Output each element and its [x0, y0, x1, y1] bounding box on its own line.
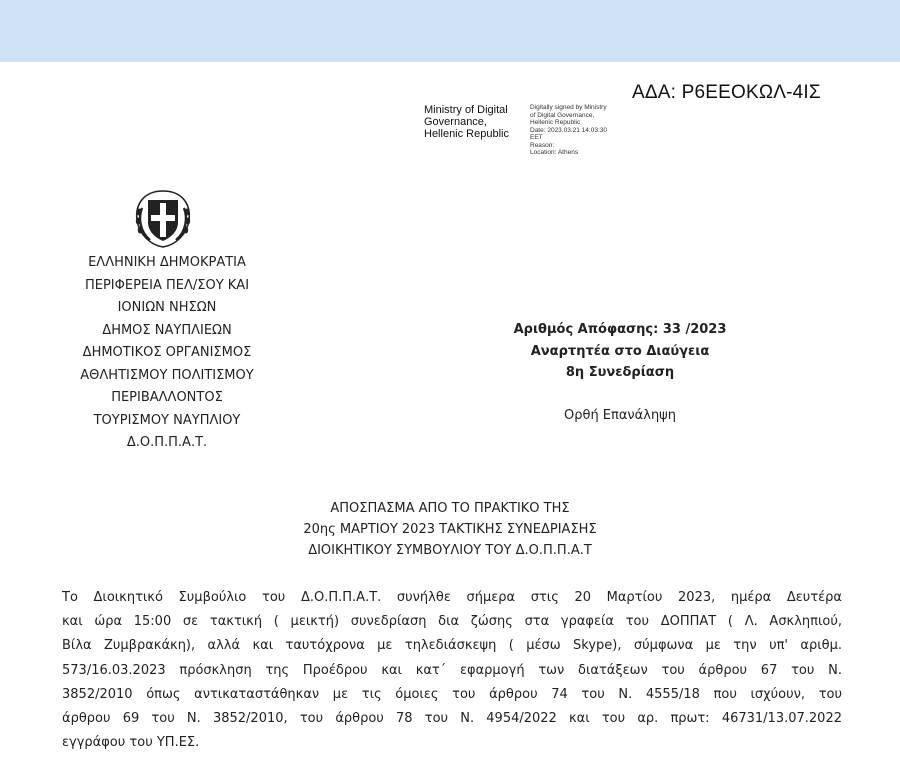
- diavgeia-note: Αναρτητέα στο Διαύγεια: [530, 343, 710, 359]
- body-line: εγγράφου του ΥΠ.ΕΣ.: [62, 735, 200, 751]
- ada-code: ΑΔΑ: Ρ6ΕΕΟΚΩΛ-4ΙΣ: [632, 82, 821, 103]
- signature-detail-line: Date: 2023.03.21 14:03:30: [530, 126, 607, 134]
- body-line: 3852/2010 όπως αντικαταστάθηκαν με τις όμοιες του άρθρου 74 του Ν. 4555/18 που ισχύουν, του: [62, 686, 842, 702]
- signer-line: Governance,: [424, 116, 487, 128]
- organization-line: ΑΘΛΗΤΙΣΜΟΥ ΠΟΛΙΤΙΣΜΟΥ: [80, 367, 254, 383]
- body-line: Το Διοικητικό Συμβούλιο του Δ.Ο.Π.Π.Α.Τ. συνήλθε σήμερα στις 20 Μαρτίου 2023, ημέρα Δευτέρα: [62, 590, 842, 605]
- extract-title-line: 20ης ΜΑΡΤΙΟΥ 2023 ΤΑΚΤΙΚΗΣ ΣΥΝΕΔΡΙΑΣΗΣ: [303, 522, 597, 537]
- body-line: άρθρου 69 του Ν. 3852/2010, του άρθρου 78 του Ν. 4954/2022 και του αρ. πρωτ: 46731/13.07.2022: [62, 711, 842, 727]
- viewer-top-bar: [0, 0, 900, 62]
- decision-number: Αριθμός Απόφασης: 33 /2023: [513, 322, 727, 337]
- organization-line: Δ.Ο.Π.Π.Α.Τ.: [126, 435, 208, 450]
- signature-detail-line: Reason:: [530, 141, 555, 149]
- digital-signature-details: [530, 104, 650, 157]
- signature-detail-line: of Digital Governance,: [530, 111, 595, 119]
- decision-info: [470, 319, 770, 426]
- signer-line: Hellenic Republic: [424, 128, 509, 140]
- session-number: 8η Συνεδρίαση: [565, 365, 675, 380]
- organization-line: ΠΕΡΙΦΕΡΕΙΑ ΠΕΛ/ΣΟΥ ΚΑΙ: [84, 277, 250, 293]
- signature-detail-line: Digitally signed by Ministry: [530, 104, 607, 111]
- signer-line: Ministry of Digital: [424, 104, 508, 116]
- organization-line: ΤΟΥΡΙΣΜΟΥ ΝΑΥΠΛΙΟΥ: [93, 412, 241, 428]
- organization-line: ΙΟΝΙΩΝ ΝΗΣΩΝ: [117, 300, 217, 315]
- signature-detail-line: Location: Athens: [530, 149, 579, 156]
- body-line: και ώρα 15:00 σε τακτική ( μεικτή) συνεδρίαση δια ζώσης στα γραφεία του ΔΟΠΠΑΤ ( Λ. Ασκληπιού,: [62, 614, 842, 630]
- extract-title-line: ΔΙΟΙΚΗΤΙΚΟΥ ΣΥΜΒΟΥΛΙΟΥ ΤΟΥ Δ.Ο.Π.Π.Α.Τ: [308, 543, 592, 558]
- document-page: [0, 62, 900, 781]
- organization-line: ΔΗΜΟΤΙΚΟΣ ΟΡΓΑΝΙΣΜΟΣ: [82, 345, 252, 360]
- signature-detail-line: EET: [530, 134, 543, 141]
- extract-title-line: ΑΠΟΣΠΑΣΜΑ ΑΠΟ ΤΟ ΠΡΑΚΤΙΚΟ ΤΗΣ: [330, 501, 570, 516]
- extract-title: [230, 498, 670, 561]
- organization-line: ΕΛΛΗΝΙΚΗ ΔΗΜΟΚΡΑΤΙΑ: [88, 255, 246, 270]
- organization-line: ΠΕΡΙΒΑΛΛΟΝΤΟΣ: [111, 390, 223, 405]
- body-line: Βίλα Ζυμβρακάκη), αλλά και ταυτόχρονα με τηλεδιάσκεψη ( μέσω Skype), σύμφωνα με την υπ' αριθμ.: [62, 638, 842, 654]
- signature-detail-line: Hellenic Republic: [530, 119, 581, 126]
- issuing-organization: [52, 252, 282, 455]
- body-line: 573/16.03.2023 πρόσκληση της Προέδρου και κατ΄ εφαρμογή των διατάξεων του άρθρου 67 του Ν.: [62, 662, 842, 678]
- organization-line: ΔΗΜΟΣ ΝΑΥΠΛΙΕΩΝ: [102, 322, 232, 338]
- correction-note: Ορθή Επανάληψη: [564, 407, 676, 423]
- greek-emblem-icon: [130, 188, 196, 250]
- body-paragraph: [62, 586, 842, 755]
- digital-signature-signer: [424, 104, 534, 140]
